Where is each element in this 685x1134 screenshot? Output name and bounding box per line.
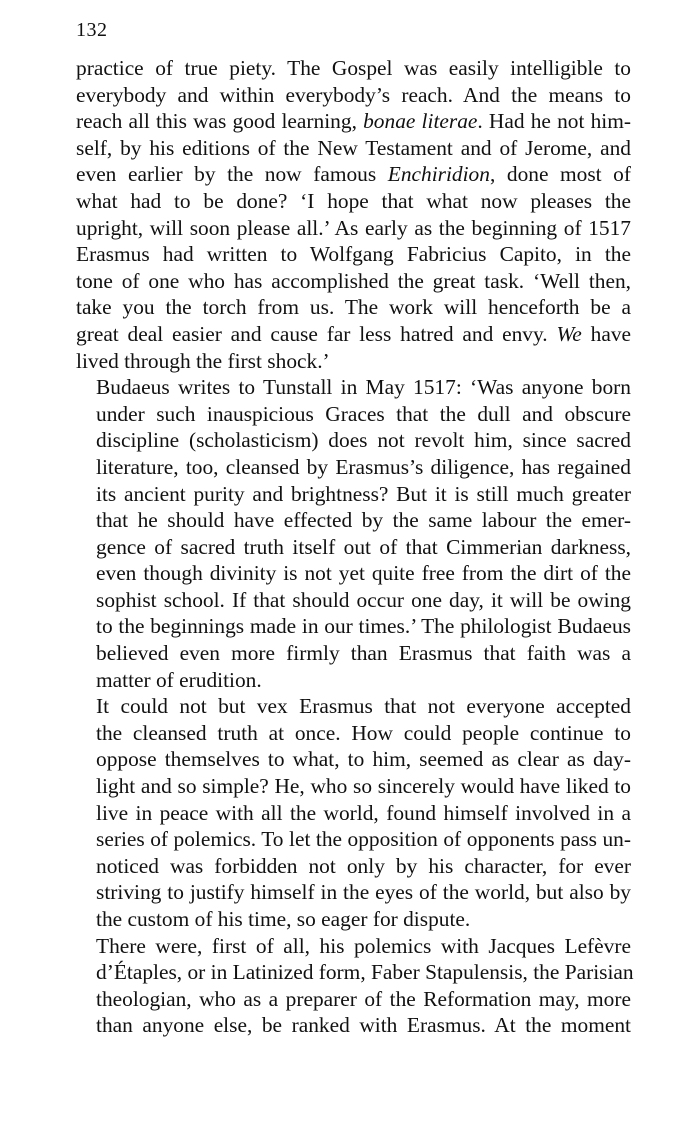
text-line: noticed was forbidden not only by his character, for ever [96, 853, 631, 878]
paragraph [76, 374, 631, 693]
text-line: striving to justify himself in the eyes of the world, but also by [96, 880, 631, 905]
text-line: what had to be done? ‘I hope that what now pleases the [76, 188, 631, 213]
paragraph [76, 933, 634, 1039]
text-line: live in peace with all the world, found himself involved in a [96, 800, 631, 825]
text-line: under such inauspicious Graces that the dull and obscure [96, 401, 631, 426]
text-line: everybody and within everybody’s reach. And the means to [76, 82, 631, 107]
text-line: even though divinity is not yet quite free from the dirt of the [96, 561, 631, 586]
text-line: than anyone else, be ranked with Erasmus. At the moment [96, 1013, 631, 1038]
page-number: 132 [76, 19, 108, 41]
paragraph [76, 693, 631, 932]
text-line: great deal easier and cause far less hatred and envy. We have [76, 321, 632, 346]
text-line: Budaeus writes to Tunstall in May 1517: ‘Was anyone born [96, 375, 631, 400]
text-line: light and so simple? He, who so sincerely would have liked to [96, 774, 631, 799]
text-line: even earlier by the now famous Enchiridion, done most of [76, 162, 632, 187]
text-line: believed even more firmly than Erasmus that faith was a [96, 641, 631, 666]
text-line: sophist school. If that should occur one day, it will be owing [96, 587, 631, 612]
text-line: d’Étaples, or in Latinized form, Faber Stapulensis, the Parisian [96, 960, 634, 985]
text-line: that he should have effected by the same labour the emer- [96, 508, 631, 533]
text-line: It could not but vex Erasmus that not everyone accepted [96, 694, 631, 719]
text-line: discipline (scholasticism) does not revolt him, since sacred [96, 428, 631, 453]
text-line: Erasmus had written to Wolfgang Fabricius Capito, in the [76, 242, 631, 267]
text-line: There were, first of all, his polemics with Jacques Lefèvre [96, 933, 631, 958]
text-line: take you the torch from us. The work will henceforth be a [76, 295, 631, 320]
text-line: oppose themselves to what, to him, seemed as clear as day- [96, 747, 631, 772]
text-line: series of polemics. To let the opposition of opponents pass un- [96, 827, 631, 852]
text-line: the custom of his time, so eager for dispute. [96, 907, 471, 931]
text-line: theologian, who as a preparer of the Reformation may, more [96, 986, 631, 1011]
text-line: self, by his editions of the New Testament and of Jerome, and [76, 135, 631, 160]
text-line: practice of true piety. The Gospel was easily intelligible to [76, 56, 631, 80]
text-line: lived through the first shock.’ [76, 348, 330, 373]
text-line: to the beginnings made in our times.’ The philologist Budaeus [96, 614, 631, 639]
text-line: gence of sacred truth itself out of that Cimmerian darkness, [96, 534, 631, 559]
text-line: its ancient purity and brightness? But it is still much greater [96, 481, 631, 506]
text-line: upright, will soon please all.’ As early as the beginning of 1517 [76, 215, 631, 240]
text-line: literature, too, cleansed by Erasmus’s diligence, has regained [96, 454, 631, 479]
paragraph [76, 55, 631, 374]
text-line: tone of one who has accomplished the great task. ‘Well then, [76, 268, 631, 293]
text-line: the cleansed truth at once. How could people continue to [96, 720, 631, 745]
text-line: matter of erudition. [96, 667, 262, 692]
body-text [76, 55, 634, 1039]
text-line: reach all this was good learning, bonae literae. Had he not him- [76, 109, 632, 134]
